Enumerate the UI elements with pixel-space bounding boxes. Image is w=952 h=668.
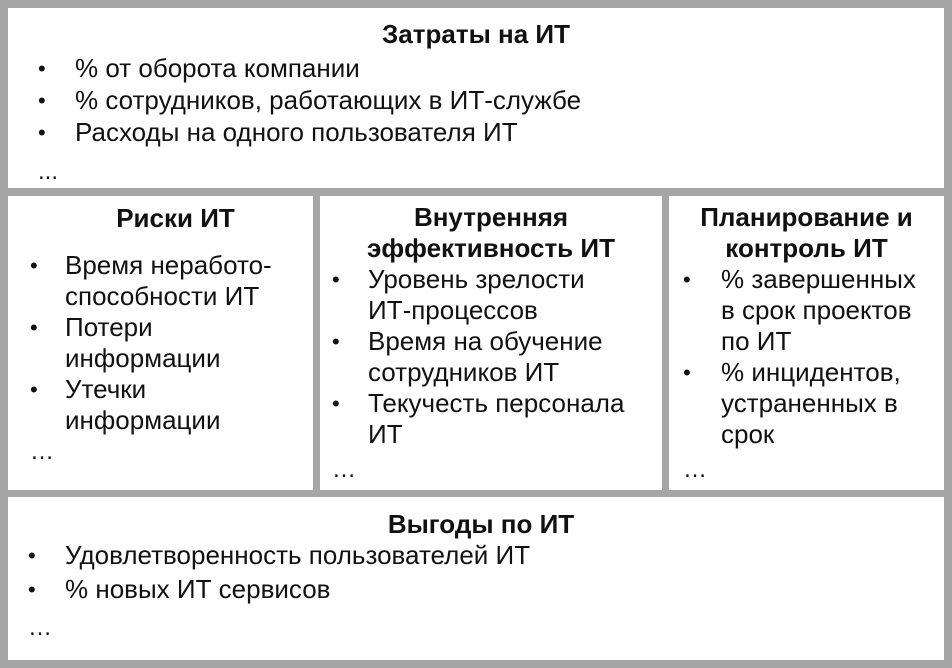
costs-ellipsis: ... — [38, 158, 59, 185]
efficiency-title-l1: Внутренняя — [413, 202, 569, 232]
planning-item-projects-l1: % завершенных — [721, 264, 916, 294]
bullet-icon: • — [683, 267, 691, 292]
benefits-panel — [8, 497, 944, 660]
bullet-icon: • — [332, 329, 340, 354]
planning-item-incidents-l1: % инцидентов, — [721, 357, 901, 387]
bullet-icon: • — [28, 577, 36, 602]
risks-panel — [8, 196, 313, 490]
efficiency-item-maturity-l1: Уровень зрелости — [368, 264, 585, 294]
costs-panel — [8, 8, 944, 188]
bullet-icon: • — [332, 391, 340, 416]
bullet-icon: • — [683, 360, 691, 385]
risks-item-leak-l1: Утечки — [65, 374, 147, 404]
planning-item-incidents-l3: срок — [721, 419, 775, 449]
risks-item-loss-l1: Потери — [65, 312, 153, 342]
planning-item-incidents-l2: устраненных в — [721, 388, 898, 418]
efficiency-item-turnover-l1: Текучесть персонала — [368, 388, 625, 418]
bullet-icon: • — [38, 56, 46, 81]
benefits-item-satisfaction: Удовлетворенность пользователей ИТ — [65, 540, 531, 570]
bullet-icon: • — [38, 88, 46, 113]
planning-item-projects-l2: в срок проектов — [721, 295, 912, 325]
efficiency-panel — [320, 196, 662, 490]
risks-item-leak-l2: информации — [65, 405, 221, 435]
benefits-ellipsis: … — [28, 614, 52, 641]
efficiency-ellipsis: … — [332, 456, 356, 483]
bullet-icon: • — [28, 543, 36, 568]
bullet-icon: • — [30, 253, 38, 278]
efficiency-item-maturity-l2: ИТ-процессов — [368, 295, 538, 325]
costs-item-turnover: % от оборота компании — [75, 53, 360, 83]
costs-item-staff: % сотрудников, работающих в ИТ-службе — [75, 85, 582, 115]
risks-title: Риски ИТ — [116, 203, 235, 233]
planning-ellipsis: … — [683, 456, 707, 483]
planning-title-l2: контроль ИТ — [725, 233, 888, 263]
efficiency-item-training-l2: сотрудников ИТ — [368, 357, 560, 387]
planning-panel — [669, 196, 944, 490]
efficiency-item-turnover-l2: ИТ — [368, 419, 403, 449]
bullet-icon: • — [30, 377, 38, 402]
efficiency-item-training-l1: Время на обучение — [368, 326, 603, 356]
risks-item-downtime-l1: Время неработо- — [65, 250, 272, 280]
risks-item-loss-l2: информации — [65, 343, 221, 373]
risks-ellipsis: … — [30, 438, 54, 465]
planning-item-projects-l3: по ИТ — [721, 326, 792, 356]
efficiency-title-l2: эффективность ИТ — [367, 233, 615, 263]
benefits-title: Выгоды по ИТ — [387, 509, 575, 539]
costs-item-per-user: Расходы на одного пользователя ИТ — [75, 117, 518, 147]
costs-title: Затраты на ИТ — [382, 19, 570, 49]
bullet-icon: • — [38, 120, 46, 145]
planning-title-l1: Планирование и — [700, 202, 913, 232]
bullet-icon: • — [332, 267, 340, 292]
risks-item-downtime-l2: способности ИТ — [65, 281, 260, 311]
benefits-item-new-services: % новых ИТ сервисов — [65, 574, 331, 604]
bullet-icon: • — [30, 315, 38, 340]
